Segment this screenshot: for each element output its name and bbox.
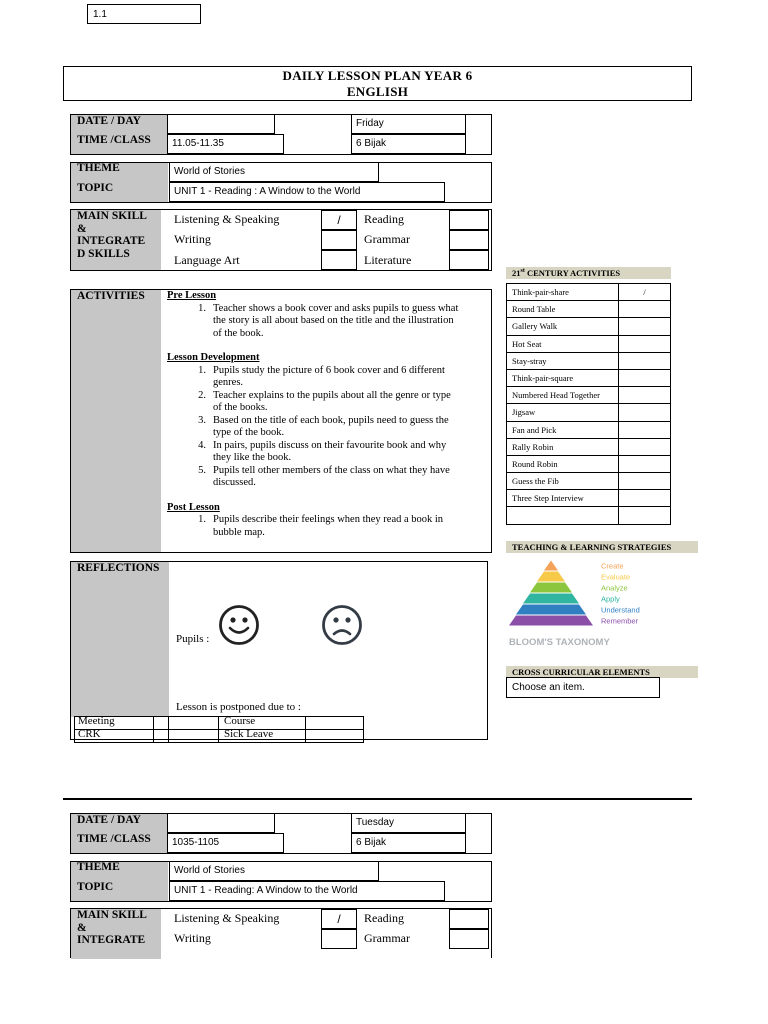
activity-name: Think-pair-share — [507, 284, 619, 301]
pyramid-level-label: Understand — [601, 605, 640, 615]
day-field-2[interactable] — [351, 813, 466, 833]
cce-select-value: Choose an item. — [512, 682, 585, 693]
item-line: of the book. — [213, 327, 264, 339]
pyramid-level — [516, 605, 586, 615]
pyramid-level — [537, 572, 565, 582]
activity-name: Fan and Pick — [507, 421, 619, 438]
activity-checkbox[interactable] — [619, 387, 671, 404]
skill-checkbox-writing[interactable] — [321, 929, 357, 949]
list-item — [167, 390, 492, 415]
pyramid-level-label: Evaluate — [601, 572, 631, 582]
time-value: 11.05-11.35 — [172, 138, 224, 149]
item-number: 5. — [198, 464, 206, 476]
activity-name: Hot Seat — [507, 335, 619, 352]
pupils-label: Pupils : — [176, 633, 210, 645]
class-field[interactable] — [351, 134, 466, 154]
page-number-box — [87, 4, 201, 24]
topic-value: UNIT 1 - Reading : A Window to the World — [174, 186, 361, 197]
activities-section — [70, 289, 492, 553]
sad-face-icon[interactable] — [321, 604, 363, 646]
option-meeting: Meeting — [78, 715, 115, 727]
activity-name: Jigsaw — [507, 404, 619, 421]
item-line: discussed. — [213, 477, 256, 488]
table-row — [507, 284, 671, 301]
date-day-label: DATE / DAY — [77, 115, 141, 127]
item-number: 1. — [198, 302, 206, 314]
activity-checkbox[interactable] — [619, 438, 671, 455]
time-class-label: TIME /CLASS — [77, 833, 151, 845]
item-line: Pupils study the picture of 6 book cover and 6 different — [213, 364, 445, 376]
time-field[interactable] — [167, 134, 284, 154]
skill-listening-speaking: Listening & Speaking — [174, 212, 280, 226]
skill-listening-speaking: Listening & Speaking — [174, 911, 280, 925]
item-number: 4. — [198, 439, 206, 451]
skill-checkbox-reading[interactable] — [449, 909, 489, 929]
theme-label: THEME — [77, 861, 120, 873]
reflections-label: REFLECTIONS — [77, 562, 160, 574]
item-line: bubble map. — [213, 526, 265, 538]
theme-value: World of Stories — [174, 865, 245, 876]
activity-checkbox[interactable] — [619, 301, 671, 318]
skills-section-2 — [70, 908, 492, 958]
item-number: 2. — [198, 389, 206, 401]
time-value: 1035-1105 — [172, 837, 220, 848]
c21-title-number: 21 — [512, 268, 521, 278]
skill-checkbox-writing[interactable] — [321, 230, 357, 250]
activities-label: ACTIVITIES — [77, 290, 145, 302]
activity-name: Gallery Walk — [507, 318, 619, 335]
item-number: 3. — [198, 414, 206, 426]
activity-name — [507, 507, 619, 524]
skill-writing: Writing — [174, 232, 211, 246]
activity-name: Round Table — [507, 301, 619, 318]
time-class-label: TIME /CLASS — [77, 134, 151, 146]
item-line: Teacher explains to the pupils about all the genre or type — [213, 389, 451, 401]
activity-name: Rally Robin — [507, 438, 619, 455]
cce-select[interactable] — [506, 677, 660, 698]
class-value: 6 Bijak — [356, 138, 387, 149]
page-subtitle: ENGLISH — [346, 84, 409, 99]
theme-label: THEME — [77, 162, 120, 174]
table-row — [507, 490, 671, 507]
list-item — [167, 415, 492, 440]
topic-value: UNIT 1 - Reading: A Window to the World — [174, 885, 358, 896]
pyramid-level-label: Analyze — [601, 583, 628, 593]
day-value: Tuesday — [356, 817, 394, 828]
skill-reading: Reading — [364, 212, 404, 226]
table-row — [507, 369, 671, 386]
section-divider — [63, 798, 692, 800]
option-crk: CRK — [78, 728, 101, 740]
activity-checkbox[interactable] — [619, 335, 671, 352]
table-row — [507, 301, 671, 318]
list-item — [167, 465, 492, 490]
skill-checkbox-listening-speaking[interactable] — [321, 909, 357, 929]
skill-checkbox-listening-speaking[interactable] — [321, 210, 357, 230]
option-course: Course — [224, 715, 256, 727]
page-number: 1.1 — [93, 9, 107, 20]
pyramid-level — [509, 616, 593, 626]
list-item — [167, 303, 492, 341]
activity-checkbox[interactable] — [619, 318, 671, 335]
skill-language-art: Language Art — [174, 253, 240, 267]
table-row — [507, 438, 671, 455]
time-field-2[interactable] — [167, 833, 284, 853]
activity-name: Round Robin — [507, 455, 619, 472]
pyramid-level — [544, 561, 558, 571]
c21-title-text: CENTURY ACTIVITIES — [524, 268, 621, 278]
item-line: Based on the title of each book, pupils need to guess the — [213, 414, 449, 426]
activity-name: Three Step Interview — [507, 490, 619, 507]
date-day-label: DATE / DAY — [77, 814, 141, 826]
item-number: 1. — [198, 514, 206, 525]
activity-name: Numbered Head Together — [507, 387, 619, 404]
c21-title — [506, 267, 671, 279]
activity-checkbox[interactable] — [619, 455, 671, 472]
topic-label: TOPIC — [77, 182, 114, 194]
topic-field[interactable] — [169, 182, 445, 202]
skills-label-line: & — [77, 222, 87, 235]
table-row — [507, 421, 671, 438]
skills-label-line: MAIN SKILL — [77, 210, 147, 222]
skill-grammar: Grammar — [364, 232, 410, 246]
table-row — [507, 318, 671, 335]
blooms-caption: BLOOM'S TAXONOMY — [509, 637, 610, 648]
reflections-section — [70, 561, 488, 740]
class-field-2[interactable] — [351, 833, 466, 853]
item-line: genres. — [213, 377, 244, 388]
list-item — [167, 440, 492, 465]
activity-name: Guess the Fib — [507, 473, 619, 490]
item-line: type of the book. — [213, 427, 285, 438]
skills-label-line: INTEGRATE — [77, 934, 146, 946]
check-mark: / — [337, 213, 341, 227]
activity-name: Stay-stray — [507, 352, 619, 369]
pyramid-level-label: Apply — [601, 594, 620, 604]
theme-field[interactable] — [169, 162, 379, 182]
item-line: Pupils tell other members of the class on what they have — [213, 464, 450, 476]
date-field[interactable] — [167, 114, 275, 134]
pyramid-level-label: Remember — [601, 616, 639, 626]
skill-checkbox-language-art[interactable] — [321, 250, 357, 270]
page-title: DAILY LESSON PLAN YEAR 6 — [282, 68, 473, 83]
activity-checkbox[interactable] — [619, 490, 671, 507]
skills-label — [77, 210, 147, 260]
tls-title: TEACHING & LEARNING STRATEGIES — [506, 541, 698, 553]
item-number: 1. — [198, 364, 206, 376]
theme-value: World of Stories — [174, 166, 245, 177]
pyramid-level — [523, 594, 579, 604]
skill-checkbox-grammar[interactable] — [449, 230, 489, 250]
skills-label-line: D SKILLS — [77, 247, 130, 260]
check-mark: / — [337, 912, 341, 926]
item-line: Teacher shows a book cover and asks pupils to guess what — [213, 302, 459, 314]
item-line: they like the book. — [213, 452, 292, 463]
skill-checkbox-grammar[interactable] — [449, 929, 489, 949]
skills-label-line: MAIN SKILL — [77, 909, 147, 921]
day-value: Friday — [356, 118, 384, 129]
activity-checkbox[interactable] — [619, 369, 671, 386]
pyramid-level — [530, 583, 572, 593]
item-line: of the books. — [213, 402, 268, 413]
post-lesson-heading: Post Lesson — [167, 501, 220, 513]
activity-checkbox[interactable] — [619, 421, 671, 438]
table-row — [507, 507, 671, 524]
postponed-label: Lesson is postponed due to : — [176, 701, 301, 713]
skills-label-line: & — [77, 921, 87, 934]
activity-checkbox[interactable] — [619, 352, 671, 369]
activity-checkbox[interactable] — [619, 404, 671, 421]
skill-checkbox-literature[interactable] — [449, 250, 489, 270]
item-line: the story is all about based on the title and the illustration — [213, 315, 454, 326]
activity-checkbox[interactable]: / — [619, 284, 671, 301]
topic-label: TOPIC — [77, 881, 114, 893]
blooms-taxonomy-pyramid — [507, 556, 642, 651]
activity-checkbox[interactable] — [619, 507, 671, 524]
table-row — [507, 387, 671, 404]
table-row — [507, 352, 671, 369]
postponed-table — [74, 716, 364, 743]
skill-writing: Writing — [174, 931, 211, 945]
pre-lesson-heading: Pre Lesson — [167, 290, 217, 301]
class-value: 6 Bijak — [356, 837, 387, 848]
table-row — [507, 455, 671, 472]
table-row — [507, 335, 671, 352]
title-box — [63, 66, 692, 101]
skills-label — [77, 909, 147, 947]
topic-field-2[interactable] — [169, 881, 445, 901]
skills-label-line: INTEGRATE — [77, 235, 146, 247]
cce-title: CROSS CURRICULAR ELEMENTS — [506, 666, 698, 678]
list-item — [167, 514, 492, 539]
activities-content — [167, 290, 492, 539]
lesson-development-heading: Lesson Development — [167, 352, 260, 363]
day-field[interactable] — [351, 114, 466, 134]
c21-title-sup: st — [520, 268, 525, 275]
table-row — [507, 473, 671, 490]
skill-reading: Reading — [364, 911, 404, 925]
activity-checkbox[interactable] — [619, 473, 671, 490]
skill-grammar: Grammar — [364, 931, 410, 945]
pyramid-level-label: Create — [601, 561, 624, 571]
table-row — [507, 404, 671, 421]
skill-checkbox-reading[interactable] — [449, 210, 489, 230]
date-field-2[interactable] — [167, 813, 275, 833]
list-item — [167, 365, 492, 390]
skills-section — [70, 209, 492, 271]
c21-activities-table — [506, 283, 671, 525]
activity-name: Think-pair-square — [507, 369, 619, 386]
item-line: Pupils describe their feelings when they read a book in — [213, 514, 444, 525]
happy-face-icon[interactable] — [218, 604, 260, 646]
item-line: In pairs, pupils discuss on their favourite book and why — [213, 439, 447, 451]
skill-literature: Literature — [364, 253, 412, 267]
option-sick-leave: Sick Leave — [224, 728, 274, 740]
theme-field-2[interactable] — [169, 861, 379, 881]
